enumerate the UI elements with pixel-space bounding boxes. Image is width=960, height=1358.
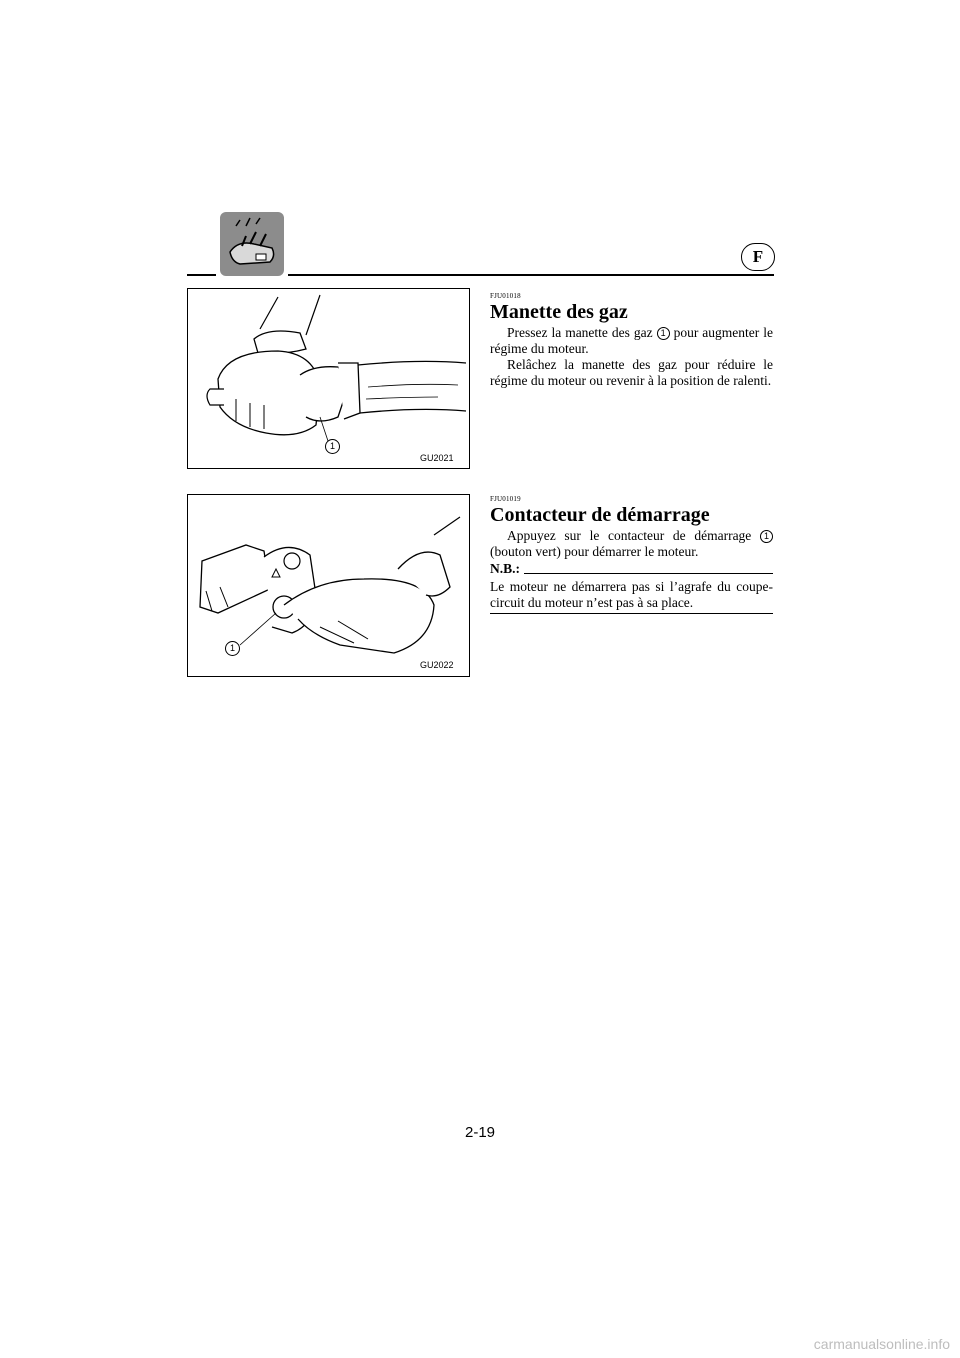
figure-label: GU2022 [420, 660, 454, 670]
section-body: Appuyez sur le contacteur de démarrage 1 (bouton vert) pour démarrer le moteur. [490, 528, 773, 560]
callout-1: 1 [225, 641, 240, 656]
language-badge: F [741, 243, 775, 271]
note-rule [490, 613, 773, 614]
note-text: Le moteur ne démarrera pas si l’agrafe du coupe-circuit du moteur n’est pas à sa place. [490, 579, 773, 610]
throttle-illustration [187, 288, 470, 469]
note-header [490, 561, 773, 577]
jet-ski-icon [220, 212, 284, 276]
header-rule [187, 274, 216, 276]
section-title: Manette des gaz [490, 301, 628, 323]
section-code: FJU01019 [490, 495, 521, 503]
section-code: FJU01018 [490, 292, 521, 300]
start-switch-illustration [187, 494, 470, 677]
callout-1: 1 [325, 439, 340, 454]
callout-1: 1 [760, 530, 773, 543]
callout-1: 1 [657, 327, 670, 340]
note-rule [524, 573, 773, 574]
section-body: Pressez la manette des gaz 1 pour augmenter le régime du moteur. Relâchez la manette des gaz pour réduire le régime du moteur ou revenir à la position de ralenti. [490, 325, 774, 388]
watermark: carmanualsonline.info [813, 1336, 950, 1352]
section-title: Contacteur de démarrage [490, 504, 710, 526]
header-rule [288, 274, 774, 276]
note-label: N.B.: [490, 561, 520, 576]
page-number: 2-19 [464, 1124, 496, 1141]
figure-label: GU2021 [420, 453, 454, 463]
